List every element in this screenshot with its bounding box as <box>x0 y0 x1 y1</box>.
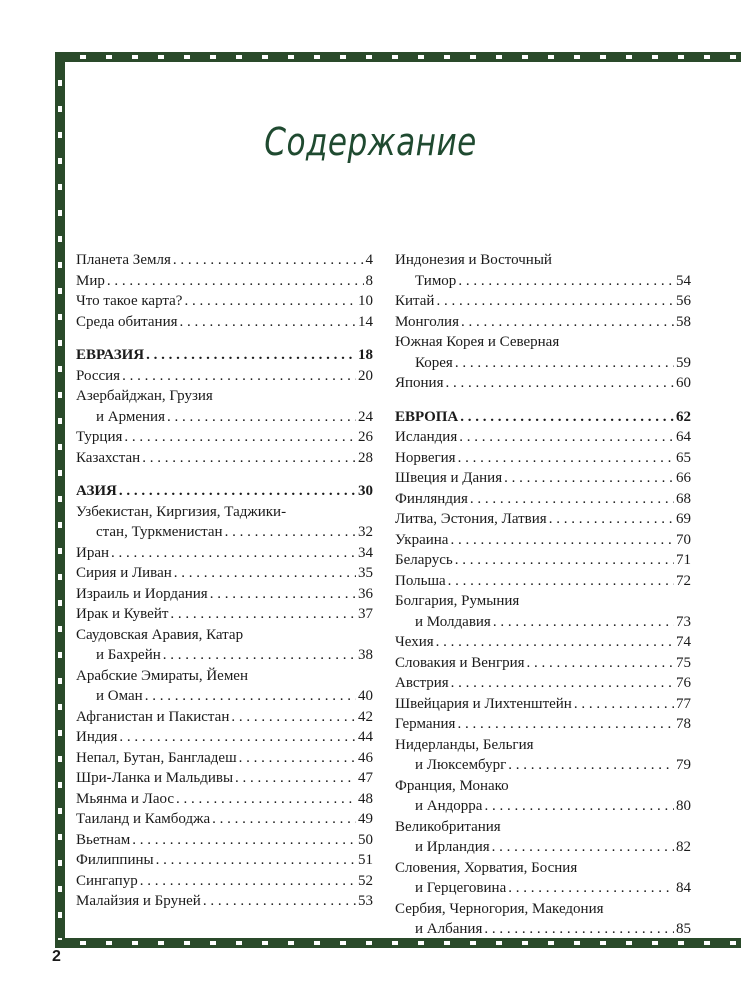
toc-entry-title: и Оман <box>96 688 143 704</box>
toc-page-number: 70 <box>676 531 691 548</box>
toc-page-number: 48 <box>358 790 373 807</box>
toc-entry-title: Израиль и Иордания <box>76 585 208 602</box>
toc-entry[interactable] <box>395 373 691 394</box>
toc-entry-title: Афганистан и Пакистан <box>76 708 230 725</box>
dot-leader <box>446 373 675 394</box>
dot-leader <box>119 727 356 748</box>
dot-leader <box>457 714 674 735</box>
toc-entry-title: Монголия <box>395 313 459 330</box>
toc-entry-title: Беларусь <box>395 552 453 568</box>
dot-leader <box>436 632 674 653</box>
dot-leader <box>176 789 356 810</box>
dot-leader <box>212 809 356 830</box>
toc-page-number: 64 <box>676 429 691 445</box>
toc-entry-title: Узбекистан, Киргизия, Таджики- <box>76 503 287 520</box>
dot-leader <box>450 530 674 551</box>
toc-entry[interactable] <box>76 789 373 810</box>
toc-entry[interactable] <box>76 563 373 584</box>
toc-page-number: 40 <box>358 688 373 704</box>
toc-page-number: 76 <box>676 675 691 691</box>
page-number: 2 <box>52 948 61 965</box>
toc-entry-title: Саудовская Аравия, Катар <box>76 626 244 643</box>
toc-page-number: 58 <box>676 313 691 330</box>
toc-section-heading[interactable] <box>76 345 373 366</box>
toc-entry[interactable] <box>76 366 373 387</box>
toc-entry[interactable] <box>76 584 373 605</box>
toc-entry-title: Сирия и Ливан <box>76 565 172 581</box>
toc-page-number: 65 <box>676 449 691 466</box>
toc-page-number: 14 <box>358 313 373 330</box>
toc-entry[interactable] <box>395 776 691 817</box>
toc-entry-title: Индия <box>76 729 118 745</box>
toc-entry-title: Планета Земля <box>76 252 171 268</box>
dot-leader <box>225 522 356 543</box>
toc-page-number: 18 <box>358 347 373 363</box>
dot-leader <box>458 448 674 469</box>
toc-entry-title: Швейцария и Лихтенштейн <box>395 695 572 712</box>
toc-page-number: 24 <box>358 408 373 425</box>
toc-entry-title: Литва, Эстония, Латвия <box>395 511 547 527</box>
toc-section-heading[interactable] <box>395 407 691 428</box>
dot-leader <box>107 271 364 292</box>
dot-leader <box>436 291 674 312</box>
dot-leader <box>122 366 356 387</box>
dot-leader <box>170 604 356 625</box>
toc-entry-title: Япония <box>395 375 444 391</box>
toc-page-number: 77 <box>676 695 691 712</box>
toc-entry[interactable] <box>76 748 373 769</box>
toc-entry[interactable] <box>76 386 373 427</box>
toc-entry[interactable] <box>395 817 691 858</box>
toc-entry-title: Исландия <box>395 429 458 445</box>
toc-page-number: 62 <box>676 408 691 425</box>
toc-entry-title: Польша <box>395 572 446 589</box>
toc-entry-title: Австрия <box>395 675 449 691</box>
toc-entry[interactable] <box>395 530 691 551</box>
dot-leader <box>119 481 356 502</box>
toc-page-number: 35 <box>358 565 373 581</box>
toc-entry-title: Филиппины <box>76 852 154 868</box>
toc-entry[interactable] <box>76 312 373 333</box>
toc-page-number: 72 <box>676 572 691 589</box>
dot-leader <box>574 694 674 715</box>
toc-page-number: 84 <box>676 880 691 896</box>
toc-page-number: 71 <box>676 552 691 568</box>
toc-page-number: 42 <box>358 708 373 725</box>
dot-leader <box>455 550 674 571</box>
toc-page-number: 28 <box>358 449 373 466</box>
dot-leader <box>492 837 674 858</box>
toc-entry[interactable] <box>76 850 373 871</box>
toc-entry-title: Тимор <box>415 272 457 289</box>
toc-entry-title: Турция <box>76 429 123 445</box>
toc-entry-title: Франция, Монако <box>395 777 509 794</box>
toc-page-number: 51 <box>358 852 373 868</box>
toc-entry-title: Арабские Эмираты, Йемен <box>76 667 248 684</box>
toc-entry-title: Китай <box>395 293 435 309</box>
toc-entry[interactable] <box>76 502 373 543</box>
dot-leader <box>231 707 356 728</box>
toc-entry[interactable] <box>395 312 691 333</box>
dot-leader <box>146 345 356 366</box>
dot-leader <box>174 563 356 584</box>
dot-leader <box>235 768 356 789</box>
dot-leader <box>132 830 356 851</box>
dot-leader <box>156 850 356 871</box>
toc-entry-title: Мьянма и Лаос <box>76 790 175 807</box>
toc-entry-title: Украина <box>395 531 449 548</box>
toc-entry-title: Сербия, Черногория, Македония <box>395 900 604 917</box>
toc-page-number: 80 <box>676 798 691 814</box>
toc-entry-title: Болгария, Румыния <box>395 593 520 609</box>
dot-leader <box>203 891 356 912</box>
dot-leader <box>163 645 356 666</box>
dot-leader <box>527 653 674 674</box>
toc-entry[interactable] <box>76 625 373 666</box>
frame-bottom-pattern <box>60 941 741 945</box>
toc-entry[interactable] <box>76 604 373 625</box>
toc-page-number: 47 <box>358 770 373 786</box>
toc-entry-title: Среда обитания <box>76 313 178 330</box>
toc-entry-title: Словения, Хорватия, Босния <box>395 859 578 876</box>
dot-leader <box>111 543 356 564</box>
toc-entry-title: ЕВРОПА <box>395 408 459 425</box>
toc-entry-title: Финляндия <box>395 490 468 507</box>
toc-entry[interactable] <box>76 250 373 271</box>
toc-page-number: 34 <box>358 544 373 561</box>
dot-leader <box>470 489 674 510</box>
toc-entry[interactable] <box>395 694 691 715</box>
dot-leader <box>180 312 356 333</box>
toc-entry-title: ЕВРАЗИЯ <box>76 347 145 363</box>
toc-entry-title: Таиланд и Камбоджа <box>76 811 211 827</box>
toc-entry[interactable] <box>76 271 373 292</box>
toc-entry[interactable] <box>76 727 373 748</box>
toc-page-number: 82 <box>676 839 691 855</box>
toc-entry[interactable] <box>395 899 691 940</box>
toc-entry[interactable] <box>395 468 691 489</box>
toc-entry[interactable] <box>76 427 373 448</box>
toc-entry-title: Корея <box>415 354 453 371</box>
dot-leader <box>484 796 674 817</box>
toc-page-number: 78 <box>676 716 691 732</box>
toc-entry[interactable] <box>395 291 691 312</box>
toc-page-number: 4 <box>365 252 373 268</box>
dot-leader <box>140 871 356 892</box>
toc-entry-title: Южная Корея и Северная <box>395 334 560 350</box>
toc-entry[interactable] <box>395 509 691 530</box>
toc-entry[interactable] <box>76 448 373 469</box>
dot-leader <box>448 571 674 592</box>
toc-entry-title: Сингапур <box>76 872 138 889</box>
toc-entry-title: Россия <box>76 367 121 384</box>
toc-page-number: 74 <box>676 634 691 650</box>
toc-entry[interactable] <box>76 707 373 728</box>
section-gap <box>76 332 373 345</box>
toc-page-number: 8 <box>365 272 373 289</box>
dot-leader <box>459 427 674 448</box>
dot-leader <box>460 407 674 428</box>
toc-entry-title: АЗИЯ <box>76 483 117 499</box>
dot-leader <box>508 755 674 776</box>
toc-entry-title: Азербайджан, Грузия <box>76 388 213 404</box>
toc-entry-title: и Албания <box>415 921 483 937</box>
toc-entry[interactable] <box>395 591 691 632</box>
dot-leader <box>142 448 356 469</box>
toc-page-number: 85 <box>676 921 691 937</box>
toc-entry-title: Словакия и Венгрия <box>395 654 525 671</box>
toc-entry[interactable] <box>76 768 373 789</box>
dot-leader <box>461 312 674 333</box>
toc-entry-title: и Герцеговина <box>415 880 507 896</box>
toc-page-number: 60 <box>676 375 691 391</box>
dot-leader <box>210 584 356 605</box>
toc-left-column <box>76 250 373 912</box>
toc-entry-title: Чехия <box>395 634 434 650</box>
toc-page-number: 75 <box>676 654 691 671</box>
toc-entry[interactable] <box>395 489 691 510</box>
toc-page-number: 38 <box>358 647 373 663</box>
toc-page-number: 36 <box>358 585 373 602</box>
toc-page-number: 50 <box>358 831 373 848</box>
toc-page-number: 54 <box>676 272 691 289</box>
toc-page-number: 44 <box>358 729 373 745</box>
toc-page-number: 32 <box>358 524 373 540</box>
toc-page-number: 52 <box>358 872 373 889</box>
toc-entry[interactable] <box>76 543 373 564</box>
toc-entry-title: Швеция и Дания <box>395 470 503 486</box>
toc-entry[interactable] <box>395 550 691 571</box>
toc-right-column <box>395 250 691 940</box>
toc-page-number: 66 <box>676 470 691 486</box>
toc-page-number: 56 <box>676 293 691 309</box>
toc-page-number: 37 <box>358 606 373 622</box>
toc-page-number: 30 <box>358 483 373 499</box>
toc-entry[interactable] <box>395 632 691 653</box>
dot-leader <box>145 686 356 707</box>
dot-leader <box>484 919 674 940</box>
toc-entry[interactable] <box>395 735 691 776</box>
toc-entry-title: и Ирландия <box>415 839 490 855</box>
toc-section-heading[interactable] <box>76 481 373 502</box>
toc-page-number: 68 <box>676 490 691 507</box>
toc-entry-title: Индонезия и Восточный <box>395 252 552 268</box>
dot-leader <box>504 468 674 489</box>
toc-page-number: 59 <box>676 354 691 371</box>
toc-entry[interactable] <box>395 250 691 291</box>
toc-entry[interactable] <box>76 666 373 707</box>
toc-entry-title: и Люксембург <box>415 757 507 773</box>
toc-entry-title: стан, Туркменистан <box>96 524 223 540</box>
toc-entry-title: Германия <box>395 716 456 732</box>
toc-entry-title: и Андорра <box>415 798 483 814</box>
dot-leader <box>184 291 356 312</box>
toc-page-number: 10 <box>358 293 373 309</box>
toc-entry[interactable] <box>395 858 691 899</box>
toc-page-number: 26 <box>358 429 373 445</box>
toc-entry-title: Нидерланды, Бельгия <box>395 736 534 753</box>
toc-page-number: 46 <box>358 749 373 766</box>
toc-entry-title: Ирак и Кувейт <box>76 606 169 622</box>
toc-entry-title: Норвегия <box>395 449 456 466</box>
toc-entry-title: Что такое карта? <box>76 293 183 309</box>
dot-leader <box>549 509 674 530</box>
dot-leader <box>455 353 674 374</box>
toc-page-number: 69 <box>676 511 691 527</box>
toc-entry[interactable] <box>76 291 373 312</box>
toc-entry-title: и Молдавия <box>415 613 491 630</box>
toc-entry[interactable] <box>76 871 373 892</box>
toc-entry-title: Казахстан <box>76 449 141 466</box>
section-gap <box>395 394 691 407</box>
toc-page-number: 79 <box>676 757 691 773</box>
page-title: Содержание <box>264 120 477 164</box>
section-gap <box>76 468 373 481</box>
toc-entry[interactable] <box>76 809 373 830</box>
toc-page-number: 73 <box>676 613 691 630</box>
frame-top-pattern <box>60 55 741 59</box>
dot-leader <box>124 427 356 448</box>
toc-entry-title: Великобритания <box>395 818 501 835</box>
toc-entry[interactable] <box>395 714 691 735</box>
toc-entry[interactable] <box>395 571 691 592</box>
toc-page-number: 20 <box>358 367 373 384</box>
toc-entry-title: Непал, Бутан, Бангладеш <box>76 749 237 766</box>
toc-entry[interactable] <box>395 653 691 674</box>
toc-entry-title: Мир <box>76 272 105 289</box>
dot-leader <box>173 250 364 271</box>
dot-leader <box>239 748 356 769</box>
toc-entry-title: и Бахрейн <box>96 647 161 663</box>
dot-leader <box>458 271 674 292</box>
dot-leader <box>508 878 674 899</box>
toc-entry[interactable] <box>76 830 373 851</box>
toc-entry[interactable] <box>76 891 373 912</box>
toc-entry[interactable] <box>395 448 691 469</box>
toc-entry[interactable] <box>395 332 691 373</box>
toc-entry-title: и Армения <box>96 408 165 425</box>
toc-page-number: 53 <box>358 893 373 909</box>
dot-leader <box>451 673 674 694</box>
toc-entry-title: Вьетнам <box>76 831 131 848</box>
toc-entry-title: Малайзия и Бруней <box>76 893 201 909</box>
toc-entry-title: Шри-Ланка и Мальдивы <box>76 770 234 786</box>
toc-entry[interactable] <box>395 427 691 448</box>
toc-page-number: 49 <box>358 811 373 827</box>
dot-leader <box>167 407 356 428</box>
toc-entry-title: Иран <box>76 544 110 561</box>
frame-left-pattern <box>58 60 62 940</box>
dot-leader <box>493 612 674 633</box>
toc-entry[interactable] <box>395 673 691 694</box>
